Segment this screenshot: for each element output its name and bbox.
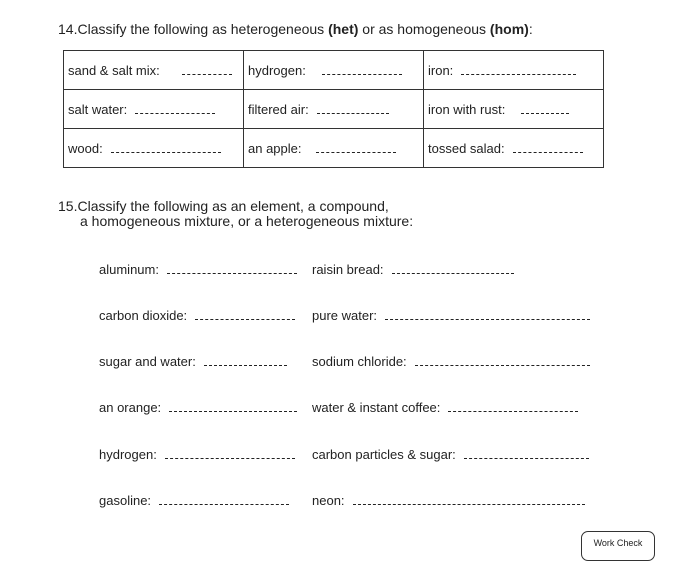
question-text: :: [528, 21, 533, 37]
question-number: 14.: [58, 21, 78, 37]
answer-blank[interactable]: [316, 142, 396, 153]
list-item: [312, 262, 514, 277]
table-row: [64, 90, 604, 129]
item-label: sodium chloride:: [312, 354, 407, 369]
item-label: salt water:: [68, 101, 128, 117]
answer-blank[interactable]: [135, 103, 215, 114]
answer-blank[interactable]: [204, 355, 287, 366]
question-text: or as homogeneous: [358, 21, 490, 37]
answer-blank[interactable]: [169, 401, 297, 412]
item-label: raisin bread:: [312, 262, 384, 277]
item-label: wood:: [68, 140, 103, 156]
table-cell: [64, 90, 244, 129]
table-cell: [244, 129, 424, 168]
list-item: [312, 493, 585, 508]
answer-blank[interactable]: [159, 494, 289, 505]
list-item: [312, 308, 590, 323]
answer-blank[interactable]: [464, 448, 589, 459]
list-item: [99, 400, 297, 415]
question-text: Classify the following as an element, a compound,: [77, 198, 389, 214]
hom-label: (hom): [489, 21, 529, 37]
item-label: gasoline:: [99, 493, 152, 508]
answer-blank[interactable]: [167, 263, 297, 274]
answer-blank[interactable]: [521, 103, 569, 114]
table-cell: [424, 90, 604, 129]
work-check-button[interactable]: Work Check: [581, 531, 655, 561]
list-item: [99, 354, 287, 369]
answer-blank[interactable]: [385, 309, 590, 320]
item-label: carbon dioxide:: [99, 308, 188, 323]
answer-blank[interactable]: [111, 142, 221, 153]
table-cell: [424, 51, 604, 90]
classification-table: [63, 50, 604, 168]
question-number: 15.: [58, 198, 78, 214]
item-label: pure water:: [312, 308, 378, 323]
table-row: [64, 51, 604, 90]
item-label: aluminum:: [99, 262, 159, 277]
item-label: tossed salad:: [428, 140, 505, 156]
answer-blank[interactable]: [448, 401, 578, 412]
table-cell: [244, 90, 424, 129]
question-15: [58, 199, 413, 229]
answer-blank[interactable]: [195, 309, 295, 320]
question-14: [58, 21, 533, 37]
item-label: filtered air:: [248, 101, 309, 117]
item-label: iron with rust:: [428, 101, 506, 117]
table-row: [64, 129, 604, 168]
question-text: Classify the following as heterogeneous: [77, 21, 329, 37]
table-cell: [64, 51, 244, 90]
list-item: [312, 447, 589, 462]
list-item: [99, 262, 297, 277]
answer-blank[interactable]: [322, 64, 402, 75]
list-item: [312, 400, 578, 415]
answer-blank[interactable]: [317, 103, 389, 114]
list-item: [99, 447, 295, 462]
list-item: [99, 493, 289, 508]
item-label: an orange:: [99, 400, 162, 415]
table-cell: [64, 129, 244, 168]
item-label: iron:: [428, 62, 454, 78]
answer-blank[interactable]: [461, 64, 576, 75]
item-label: hydrogen:: [99, 447, 157, 462]
list-item: [99, 308, 295, 323]
answer-blank[interactable]: [513, 142, 583, 153]
answer-blank[interactable]: [182, 64, 232, 75]
item-label: carbon particles & sugar:: [312, 447, 456, 462]
answer-blank[interactable]: [353, 494, 585, 505]
het-label: (het): [328, 21, 359, 37]
answer-blank[interactable]: [415, 355, 590, 366]
answer-blank[interactable]: [165, 448, 295, 459]
question-text: a homogeneous mixture, or a heterogeneous mixture:: [80, 213, 414, 229]
answer-blank[interactable]: [392, 263, 514, 274]
item-label: water & instant coffee:: [312, 400, 441, 415]
item-label: hydrogen:: [248, 62, 306, 78]
table-cell: [244, 51, 424, 90]
item-label: neon:: [312, 493, 345, 508]
table-cell: [424, 129, 604, 168]
item-label: an apple:: [248, 140, 302, 156]
item-label: sugar and water:: [99, 354, 196, 369]
list-item: [312, 354, 590, 369]
item-label: sand & salt mix:: [68, 62, 160, 78]
